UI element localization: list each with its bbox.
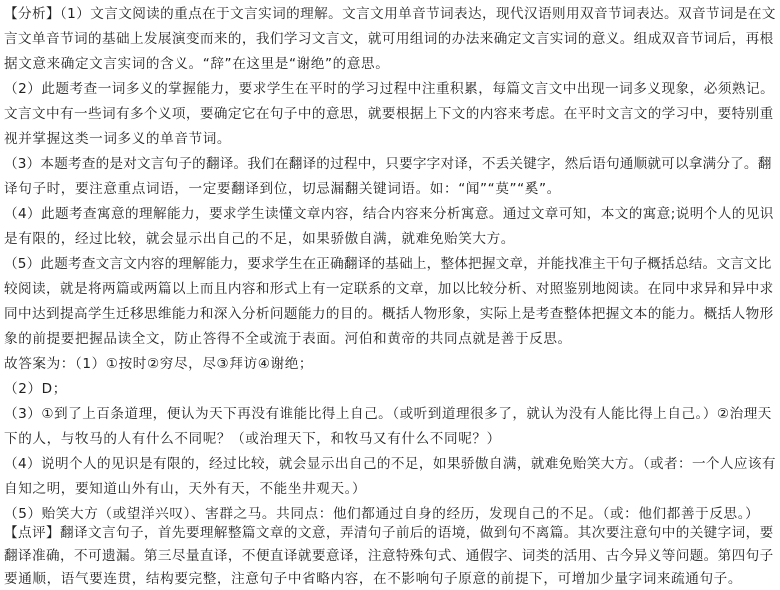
answer-line: （4）说明个人的见识是有限的，经过比较，就会显示出自己的不足，如果骄傲自满，就难免贻笑大方。（或者：一个人应该有: [4, 456, 776, 472]
analysis-line: 言文单音节词的基础上发展演变而来的，我们学习文言文，就可用组词的办法来确定文言实词的意义。组成双音节词后，再根: [4, 31, 774, 47]
answer-line: 下的人，与牧马的人有什么不同呢？（或治理天下，和牧马又有什么不同呢？）: [4, 431, 501, 447]
analysis-line: 较阅读，就是将两篇或两篇以上而且内容和形式上有一定联系的文章，加以比较分析、对照鉴别地阅读。在同中求异和异中求: [4, 281, 774, 297]
analysis-line: 文言文中有一些词有多个义项，要确定它在句子中的意思，就要根据上下文的内容来考虑。在平时文言文的学习中，要特别重: [4, 106, 774, 122]
answer-line: （2）D；: [4, 381, 67, 397]
analysis-line: （4）此题考查寓意的理解能力，要求学生读懂文章内容，结合内容来分析寓意。通过文章可知，本文的寓意;说明个人的见识: [4, 206, 774, 222]
analysis-line: （5）此题考查文言文内容的理解能力，要求学生在正确翻译的基础上，整体把握文章，并能找准主干句子概括总结。文言文比: [4, 256, 772, 272]
analysis-line: 视并掌握这类一词多义的单音节词。: [4, 131, 232, 147]
analysis-line: （3）本题考查的是对文言句子的翻译。我们在翻译的过程中，只要字字对译，不丢关键字，然后语句通顺就可以拿满分了。翻: [4, 156, 772, 172]
comment-line: 要通顺，语气要连贯，结构要完整，注意句子中省略内容，在不影响句子原意的前提下，可增加少量字词来疏通句子。: [4, 571, 743, 587]
answer-line: （5）贻笑大方（或望洋兴叹）、害群之马。共同点：他们都通过自身的经历，发现自己的不足。（或：他们都善于反思。）: [4, 506, 760, 522]
comment-line: 【点评】翻译文言句子，首先要理解整篇文章的文意，弄清句子前后的语境，做到句不离篇。其次要注意句中的关键字词，要: [4, 525, 774, 541]
analysis-line: （2）此题考查一词多义的掌握能力，要求学生在平时的学习过程中注重积累，每篇文言文中出现一词多义现象，必须熟记。: [4, 81, 775, 97]
analysis-line: 译句子时，要注意重点词语，一定要翻译到位，切忌漏翻关键词语。如：“闻”“莫”“奚”。: [4, 181, 561, 197]
answer-line: 故答案为：（1）①按时②穷尽，尽③拜访④谢绝；: [4, 356, 314, 372]
answer-line: （3）①到了上百条道理，便认为天下再没有谁能比得上自己。（或听到道理很多了，就认为没有人能比得上自己。）②治理天: [4, 406, 772, 422]
answer-line: 自知之明，要知道山外有山，天外有天，不能坐井观天。）: [4, 481, 367, 497]
analysis-line: 【分析】（1）文言文阅读的重点在于文言实词的理解。文言文用单音节词表达，现代汉语则用双音节词表达。双音节词是在文: [4, 6, 776, 22]
analysis-line: 据文意来确定文言实词的含义。“辞”在这里是“谢绝”的意思。: [4, 56, 390, 72]
comment-line: 翻译准确，不可遗漏。第三尽量直译，不便直译就要意译，注意特殊句式、通假字、词类的活用、古今异义等问题。第四句子: [4, 548, 774, 564]
analysis-line: 是有限的，经过比较，就会显示出自己的不足，如果骄傲自满，就难免贻笑大方。: [4, 231, 515, 247]
analysis-line: 同中达到提高学生迁移思维能力和深入分析问题能力的目的。概括人物形象，实际上是考查整体把握文本的能力。概括人物形: [4, 306, 774, 322]
analysis-line: 象的前提要把握品读全文，防止答得不全或流于表面。河伯和黄帝的共同点就是善于反思。: [4, 331, 572, 347]
